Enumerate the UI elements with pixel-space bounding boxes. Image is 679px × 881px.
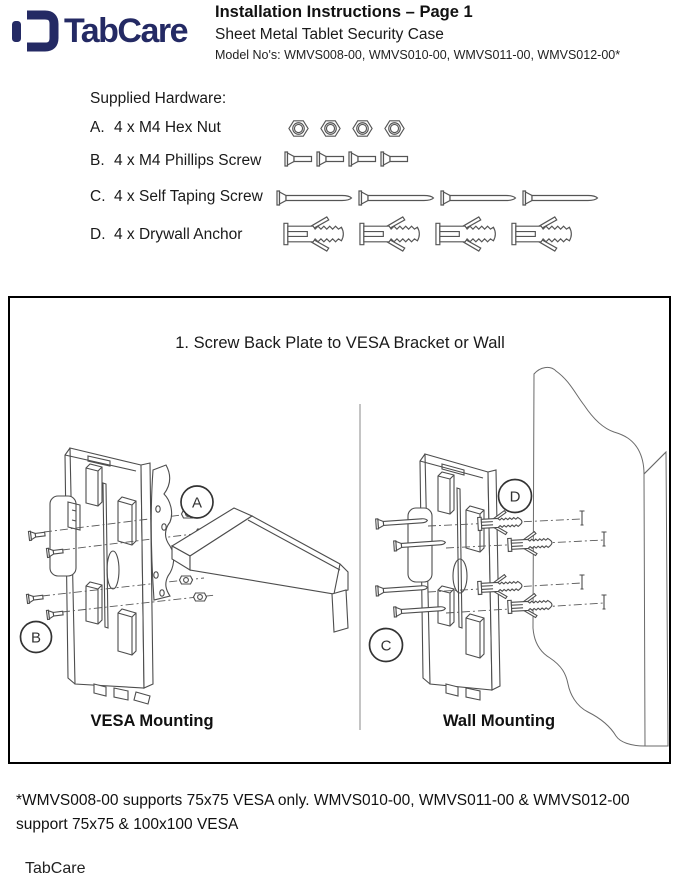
vesa-bracket (151, 465, 173, 600)
phillips-screw-icon (348, 150, 377, 168)
self-taping-screw-icon (276, 189, 353, 207)
back-plate (50, 448, 153, 704)
footer-brand: TabCare (25, 860, 86, 877)
step1-diagram-box (8, 296, 671, 764)
self-taping-screw-icon (358, 189, 435, 207)
vesa-mounting-caption: VESA Mounting (90, 712, 214, 730)
drywall-anchor-icon (434, 214, 508, 254)
self-taping-screw-icon (522, 189, 599, 207)
hardware-label: 4 x Self Taping Screw (114, 188, 263, 205)
self-taping-screw-icons (276, 189, 599, 207)
drywall-anchor-icons (282, 214, 584, 254)
hardware-heading: Supplied Hardware: (90, 90, 227, 107)
hardware-item-a (90, 119, 221, 137)
brand-logo (8, 6, 187, 56)
drywall-anchor-icon (358, 214, 432, 254)
hex-nut-icons (287, 117, 406, 140)
hardware-label: 4 x Drywall Anchor (114, 226, 243, 243)
wall-mounting-diagram (370, 367, 669, 746)
back-plate (408, 454, 500, 700)
vesa-compatibility-note (16, 789, 671, 837)
brand-logo-text: TabCare (64, 11, 188, 50)
model-numbers: Model No's: WMVS008-00, WMVS010-00, WMVS011-00, WMVS012-00* (215, 48, 621, 62)
drywall-anchor-icon (510, 214, 584, 254)
phillips-screw-icon (380, 150, 409, 168)
phillips-screw-icons (284, 150, 409, 168)
callout-d (499, 480, 532, 513)
vesa-mounting-diagram (21, 448, 349, 730)
hex-nut-icon (287, 117, 310, 140)
hardware-item-b (90, 152, 261, 170)
hex-nut-icon (351, 117, 374, 140)
page-subtitle: Sheet Metal Tablet Security Case (215, 26, 444, 43)
hardware-letter: C. (90, 188, 106, 205)
tabcare-logo-icon (8, 6, 60, 56)
footnote-line-2: support 75x75 & 100x100 VESA (16, 816, 239, 833)
hardware-letter: B. (90, 152, 105, 169)
page-title: Installation Instructions – Page 1 (215, 3, 473, 21)
hardware-label: 4 x M4 Hex Nut (114, 119, 221, 136)
phillips-screw-icon (284, 150, 313, 168)
hardware-item-d (90, 226, 242, 244)
hardware-letter: A. (90, 119, 105, 136)
callout-c-label: C (380, 637, 392, 655)
callout-c (370, 629, 403, 662)
step1-diagram (10, 298, 669, 762)
callout-a-label: A (191, 494, 203, 512)
callout-b (21, 622, 52, 653)
phillips-screw-icon (316, 150, 345, 168)
callout-a (181, 486, 213, 518)
callout-d-label: D (509, 488, 521, 506)
vesa-arm (172, 508, 348, 632)
hex-nut-icon (319, 117, 342, 140)
wall (533, 367, 668, 746)
hardware-label: 4 x M4 Phillips Screw (114, 152, 262, 169)
wall-mounting-caption: Wall Mounting (442, 712, 556, 730)
footnote-line-1: *WMVS008-00 supports 75x75 VESA only. WMVS010-00, WMVS011-00 & WMVS012-00 (16, 792, 630, 809)
title-block (215, 3, 620, 62)
self-taping-screw-icon (440, 189, 517, 207)
callout-b-label: B (30, 629, 42, 647)
hex-nut-icon (383, 117, 406, 140)
hardware-letter: D. (90, 226, 106, 243)
hardware-item-c (90, 188, 263, 206)
step-title: 1. Screw Back Plate to VESA Bracket or Wall (175, 334, 505, 352)
drywall-anchor-icon (282, 214, 356, 254)
